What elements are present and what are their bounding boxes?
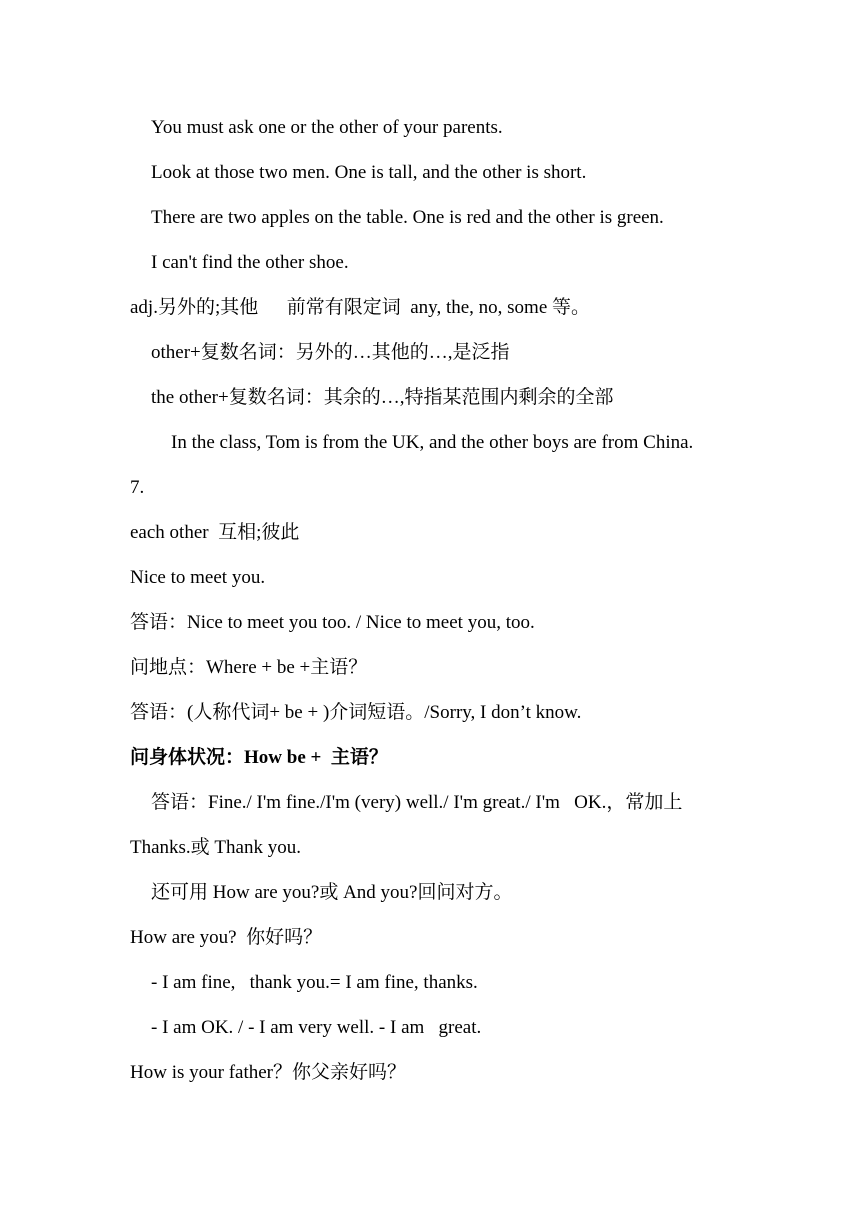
other-plural-note: other+复数名词：另外的…其他的…,是泛指 (151, 342, 510, 363)
the-other-plural-note: the other+复数名词：其余的…,特指某范围内剩余的全部 (151, 387, 614, 408)
example-sentence-shoe: I can't find the other shoe. (151, 252, 349, 273)
location-answer: 答语：(人称代词+ be + )介词短语。/Sorry, I don’t know. (130, 702, 582, 723)
example-sentence-class: In the class, Tom is from the UK, and the other boys are from China. (171, 432, 694, 453)
ask-health-heading: 问身体状况：How be + 主语？ (130, 747, 388, 768)
reply-question-note: 还可用 How are you?或 And you?回问对方。 (151, 882, 513, 903)
dialogue-answer-fine: - I am fine, thank you.= I am fine, thanks. (151, 972, 478, 993)
how-are-you-question: How are you? 你好吗？ (130, 927, 323, 948)
example-sentence-two-men: Look at those two men. One is tall, and the other is short. (151, 162, 587, 183)
section-number: 7. (130, 477, 145, 498)
dialogue-answer-ok: - I am OK. / - I am very well. - I am great. (151, 1017, 482, 1038)
greeting-line: Nice to meet you. (130, 567, 266, 588)
greeting-answer: 答语：Nice to meet you too. / Nice to meet you, too. (130, 612, 535, 633)
ask-location-pattern: 问地点：Where + be +主语？ (130, 657, 368, 678)
how-is-father-question: How is your father？你父亲好吗？ (130, 1062, 406, 1083)
adj-definition: adj.另外的;其他 前常有限定词 any, the, no, some 等。 (130, 297, 591, 318)
health-answer-continued: Thanks.或 Thank you. (130, 837, 301, 858)
each-other-definition: each other 互相;彼此 (130, 522, 300, 543)
example-sentence-parents: You must ask one or the other of your parents. (151, 117, 503, 138)
health-answer: 答语：Fine./ I'm fine./I'm (very) well./ I'm great./ I'm OK.，常加上 (151, 792, 683, 813)
example-sentence-apples: There are two apples on the table. One is red and the other is green. (151, 207, 664, 228)
